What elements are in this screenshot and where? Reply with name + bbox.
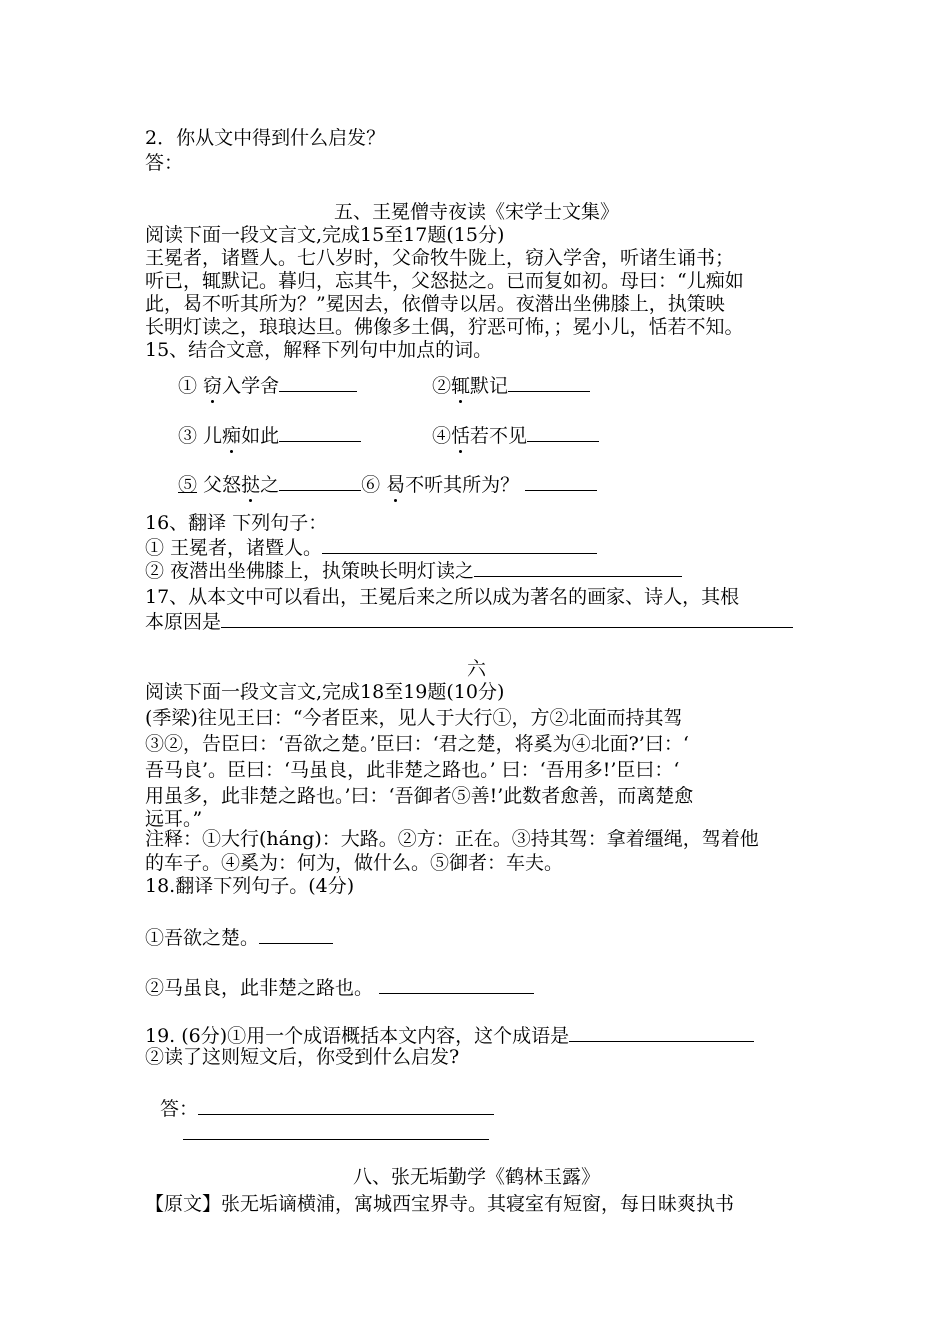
q15-item-4-num: ④ (432, 425, 452, 447)
q17-line-1: 17、从本文中可以看出，王冕后来之所以成为著名的画家、诗人，其根 (145, 586, 740, 608)
q15-item-4-dotted-char: 恬 (451, 425, 471, 447)
q15-item-6-num: ⑥ (361, 474, 387, 496)
q15-item-4-blank[interactable] (527, 423, 599, 442)
q15-item-5-num: ⑤ (178, 474, 198, 496)
q15-item-3-num: ③ 儿 (178, 425, 223, 447)
q16-answer-1-blank[interactable] (322, 535, 597, 554)
q15-item-5-6 (178, 472, 597, 496)
q19-answer-blank-1[interactable] (198, 1096, 494, 1115)
q15-item-5-rest: 之 (260, 474, 280, 496)
q15-item-3-rest: 如此 (241, 425, 280, 447)
sec8-title: 八、张无垢勤学《鹤林玉露》 (352, 1166, 600, 1188)
sec6-passage-line: 吾马良’。臣曰：‘马虽良，此非楚之路也。’ 曰：‘吾用多!’臣曰：‘ (145, 759, 680, 781)
sec5-passage-line: 王冕者，诸暨人。七八岁时，父命牧牛陇上，窃入学舍，听诸生诵书； (145, 247, 735, 269)
q15-item-2 (432, 373, 590, 397)
q15-item-6-dotted-char: 曷 (386, 474, 406, 496)
sec5-instruction: 阅读下面一段文言文,完成15至17题(15分) (145, 224, 505, 246)
q15-item-6-blank[interactable] (525, 472, 597, 491)
sec5-title: 五、王冕僧寺夜读《宋学士文集》 (333, 201, 619, 223)
q15-item-5-dotted-char: 挞 (241, 474, 261, 496)
q2-answer-label: 答： (145, 152, 184, 174)
q15-item-4 (432, 423, 599, 447)
q16-sentence-2 (145, 558, 682, 582)
q19-answer-blank-2[interactable] (183, 1139, 489, 1140)
q15-item-4-rest: 若不见 (470, 425, 528, 447)
q15-item-2-num: ② (432, 375, 452, 397)
sec6-instruction: 阅读下面一段文言文,完成18至19题(10分) (145, 681, 505, 703)
q15-item-6-rest: 不听其所为？ (405, 474, 526, 496)
q16-stem: 16、翻译 下列句子： (145, 512, 328, 534)
q16-sentence-1 (145, 535, 597, 559)
q15-item-3-blank[interactable] (279, 423, 361, 442)
q18-sentence-2 (145, 975, 534, 999)
q17-line-2-text: 本原因是 (145, 611, 222, 633)
sec6-passage-line: ③②，告臣曰：‘吾欲之楚。’臣曰：‘君之楚，将奚为④北面?’曰：‘ (145, 733, 689, 755)
q15-item-1-blank[interactable] (279, 373, 357, 392)
q15-item-1-dotted-char: 窃 (203, 375, 223, 397)
q15-item-2-blank[interactable] (508, 373, 590, 392)
sec6-passage-line: 用虽多，此非楚之路也。’曰：‘吾御者⑤善!’此数者愈善，而离楚愈 (145, 785, 694, 807)
sec6-note-line: 注释：①大行(háng)：大路。②方：正在。③持其驾：拿着缰绳，驾着他 (145, 828, 759, 850)
q18-sentence-1-text: ①吾欲之楚。 (145, 927, 260, 949)
q16-sentence-1-text: ① 王冕者，诸暨人。 (145, 537, 323, 559)
sec6-passage-line: (季梁)往见王曰：“今者臣来，见人于大行①，方②北面而持其驾 (145, 707, 683, 729)
q15-item-1-num: ① (178, 375, 204, 397)
q18-sentence-2-text: ②马虽良，此非楚之路也。 (145, 977, 380, 999)
q15-item-2-dotted-char: 辄 (451, 375, 471, 397)
q15-item-5-pre: 父怒 (197, 474, 242, 496)
sec6-note-line: 的车子。④奚为：何为，做什么。⑤御者：车夫。 (145, 852, 564, 874)
q16-sentence-2-text: ② 夜潜出坐佛膝上，执策映长明灯读之 (145, 560, 475, 582)
q18-sentence-1 (145, 925, 333, 949)
q15-item-1-rest: 入学舍 (222, 375, 280, 397)
q18-answer-1-blank[interactable] (259, 925, 333, 944)
sec5-passage-line: 长明灯读之，琅琅达旦。佛像多土偶，狞恶可怖，；冕小儿，恬若不知。 (145, 316, 744, 338)
q19-line-1-text: 19. (6分)①用一个成语概括本文内容，这个成语是 (145, 1025, 570, 1047)
q18-answer-2-blank[interactable] (379, 975, 534, 994)
q15-item-3 (178, 423, 361, 447)
q2-question: 2．你从文中得到什么启发？ (145, 127, 386, 149)
q15-item-2-rest: 默记 (470, 375, 509, 397)
q19-idiom-blank[interactable] (569, 1023, 754, 1042)
q19-answer (160, 1096, 494, 1120)
sec5-passage-line: 听已，辄默记。暮归，忘其牛，父怒挞之。已而复如初。母曰：“儿痴如 (145, 270, 744, 292)
sec6-title: 六 (466, 658, 486, 680)
sec8-text-line: 【原文】张无垢谪横浦，寓城西宝界寺。其寝室有短窗，每日昧爽执书 (145, 1193, 735, 1215)
q15-item-1 (178, 373, 357, 397)
q18-stem: 18.翻译下列句子。(4分) (145, 875, 355, 897)
q19-line-2: ②读了这则短文后，你受到什么启发? (145, 1046, 460, 1068)
q17-line-2 (145, 609, 793, 633)
q19-line-1 (145, 1023, 754, 1047)
sec6-passage-line: 远耳。” (145, 808, 203, 830)
q16-answer-2-blank[interactable] (474, 558, 682, 577)
q19-answer-label: 答： (160, 1098, 199, 1120)
q17-answer-blank[interactable] (221, 609, 793, 628)
q15-stem: 15、结合文意，解释下列句中加点的词。 (145, 339, 493, 361)
q15-item-3-dotted-char: 痴 (222, 425, 242, 447)
sec5-passage-line: 此，曷不听其所为？”冕因去，依僧寺以居。夜潜出坐佛膝上，执策映 (145, 293, 725, 315)
q15-item-5-blank[interactable] (279, 472, 361, 491)
